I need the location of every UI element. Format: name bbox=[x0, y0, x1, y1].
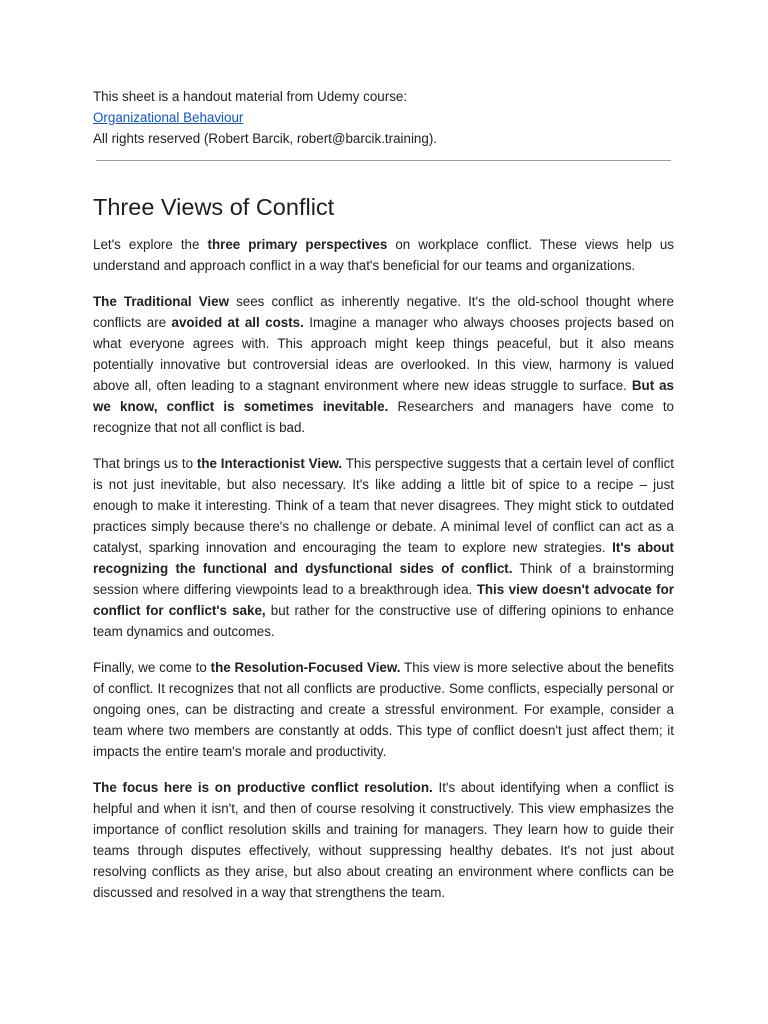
horizontal-divider bbox=[96, 160, 671, 161]
paragraph-traditional-view: The Traditional View sees conflict as inherently negative. It's the old-school thought where conflicts are avoided at all costs. Imagine a manager who always chooses projects based on what everyone agrees with. This approach might keep things peaceful, but it also means potentially innovative but controversial ideas are overlooked. In this view, harmony is valued above all, often leading to a stagnant environment where new ideas struggle to surface. But as we know, conflict is sometimes inevitable. Researchers and managers have come to recognize that not all conflict is bad. bbox=[93, 294, 675, 435]
handout-source-line: This sheet is a handout material from Udemy course: bbox=[93, 89, 408, 104]
course-link[interactable]: Organizational Behaviour bbox=[93, 110, 244, 125]
paragraph-interactionist-view: That brings us to the Interactionist View. This perspective suggests that a certain level of conflict is not just inevitable, but also necessary. It's like adding a little bit of spice to a recipe – just enough to make it interesting. Think of a team that never disagrees. They might stick to outdated practices simply because there's no challenge or debate. A minimal level of conflict can act as a catalyst, sparking innovation and encouraging the team to explore new strategies. It's about recognizing the functional and dysfunctional sides of conflict. Think of a brainstorming session where differing viewpoints lead to a breakthrough idea. This view doesn't advocate for conflict for conflict's sake, but rather for the constructive use of differing opinions to enhance team dynamics and outcomes. bbox=[93, 456, 675, 639]
handout-header bbox=[93, 86, 674, 149]
course-link-line bbox=[93, 107, 674, 128]
handout-page bbox=[93, 86, 674, 903]
page-title: Three Views of Conflict bbox=[93, 194, 335, 220]
article-body bbox=[93, 234, 674, 903]
paragraph-conflict-resolution: The focus here is on productive conflict resolution. It's about identifying when a conflict is helpful and when it isn't, and then of course resolving it constructively. This view emphasizes the importance of conflict resolution skills and training for managers. They learn how to guide their teams through disputes effectively, without suppressing healthy debates. It's not just about resolving conflicts as they arise, but also about creating an environment where conflicts can be discussed and resolved in a way that strengthens the team. bbox=[93, 780, 674, 900]
rights-line: All rights reserved (Robert Barcik, robert@barcik.training). bbox=[93, 131, 438, 146]
paragraph-resolution-focused-view: Finally, we come to the Resolution-Focused View. This view is more selective about the benefits of conflict. It recognizes that not all conflicts are productive. Some conflicts, especially personal or ongoing ones, can be distracting and create a stressful environment. For example, consider a team where two members are constantly at odds. This type of conflict doesn't just affect them; it impacts the entire team's morale and productivity. bbox=[93, 660, 674, 759]
paragraph-intro: Let's explore the three primary perspectives on workplace conflict. These views help us understand and approach conflict in a way that's beneficial for our teams and organizations. bbox=[93, 237, 674, 273]
